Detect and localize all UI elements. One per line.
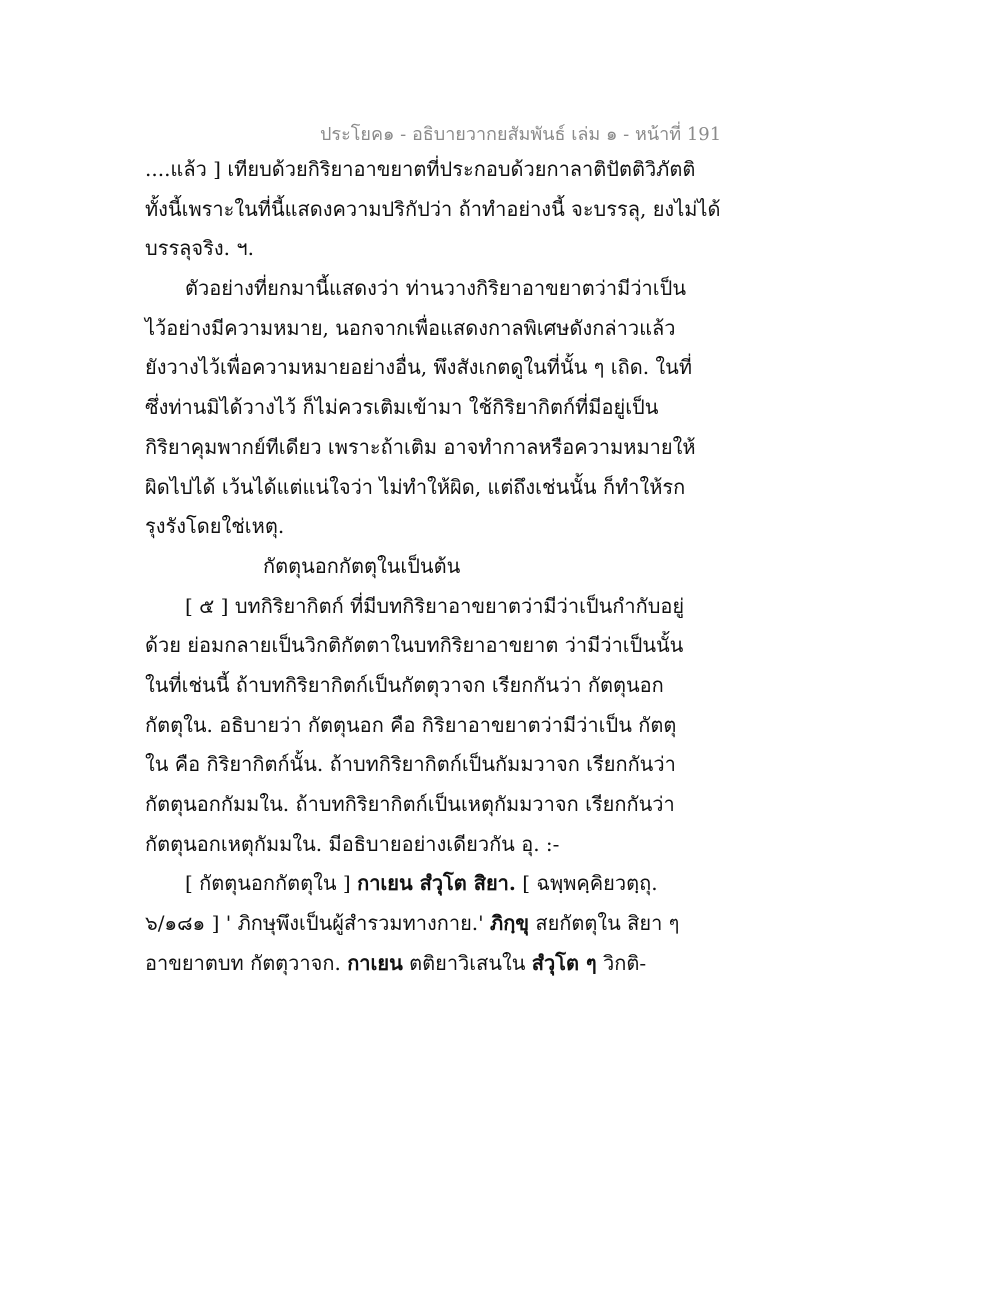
paragraph-start-line: [ ๕ ] บทกิริยากิตก์ ที่มีบทกิริยาอาขยาตว่ามีว่าเป็นกำกับอยู่ [185, 593, 685, 618]
text-line: ....แล้ว ] เทียบด้วยกิริยาอาขยาตที่ประกอบด้วยกาลาติปัตติวิภัตติ [145, 157, 696, 181]
example-analysis: ตติยาวิเสนใน [402, 950, 532, 975]
text-line: ด้วย ย่อมกลายเป็นวิกติกัตตาในบทกิริยาอาขยาต ว่ามีว่าเป็นนั้น [145, 633, 684, 658]
pali-term-bold: ภิกฺขุ [490, 911, 529, 936]
text-line: กัตตุนอกเหตุกัมมใน. มีอธิบายอย่างเดียวกัน อุ. :- [145, 831, 560, 856]
text-line: กิริยาคุมพากย์ทีเดียว เพราะถ้าเติม อาจทำกาลหรือความหมายให้ [145, 434, 696, 459]
example-line [145, 904, 685, 944]
example-analysis: อาขยาตบท กัตตุวาจก. [145, 950, 348, 975]
text-line: ทั้งนี้เพราะในที่นี้แสดงความปริกัปว่า ถ้าทำอย่างนี้ จะบรรลุ, ยงไม่ได้ [145, 196, 721, 221]
text-line: ไว้อย่างมีความหมาย, นอกจากเพื่อแสดงกาลพิเศษดังกล่าวแล้ว [145, 315, 676, 340]
body-text [145, 150, 721, 983]
pali-term-bold: กาเยน [347, 950, 403, 975]
example-analysis: วิกติ- [596, 950, 647, 975]
example-line [145, 864, 685, 904]
text-line: ซึ่งท่านมิได้วางไว้ ก็ไม่ควรเติมเข้ามา ใช้กิริยากิตก์ที่มีอยู่เป็น [145, 395, 659, 420]
text-line: กัตตุนอกกัมมใน. ถ้าบทกิริยากิตก์เป็นเหตุกัมมวาจก เรียกกันว่า [145, 792, 675, 816]
running-header: ประโยค๑ - อธิบายวากยสัมพันธ์ เล่ม ๑ - หน้าที่ 191 [320, 124, 722, 145]
example-translation: ๖/๑๘๑ ] ' ภิกษุพึงเป็นผู้สำรวมทางกาย.' [145, 911, 491, 936]
paragraph-start-line: ตัวอย่างที่ยกมานี้แสดงว่า ท่านวางกิริยาอาขยาตว่ามีว่าเป็น [185, 276, 686, 301]
pali-term-bold: สํวุโต ๆ [531, 950, 597, 975]
pali-example-bold: กาเยน สํวุโต สิยา. [357, 871, 516, 896]
example-label: [ กัตตุนอกกัตตุใน ] [185, 871, 358, 896]
example-line [145, 944, 685, 984]
text-line: ใน คือ กิริยากิตก์นั้น. ถ้าบทกิริยากิตก์เป็นกัมมวาจก เรียกกันว่า [145, 752, 676, 777]
text-line: ในที่เช่นนี้ ถ้าบทกิริยากิตก์เป็นกัตตุวาจก เรียกกันว่า กัตตุนอก [145, 672, 664, 697]
section-heading: กัตตุนอกกัตตุในเป็นต้น [263, 553, 461, 578]
text-line: กัตตุใน. อธิบายว่า กัตตุนอก คือ กิริยาอาขยาตว่ามีว่าเป็น กัตตุ [145, 712, 677, 737]
text-line: ผิดไปได้ เว้นได้แต่แน่ใจว่า ไม่ทำให้ผิด, แต่ถึงเช่นนั้น ก็ทำให้รก [145, 474, 686, 499]
example-analysis: สยกัตตุใน สิยา ๆ [529, 911, 680, 936]
example-source: [ ฉพฺพคฺคิยวตฺถุ. [515, 871, 658, 896]
text-line: ยังวางไว้เพื่อความหมายอย่างอื่น, พึงสังเกตดูในที่นั้น ๆ เถิด. ในที่ [145, 355, 693, 380]
text-line: บรรลุจริง. ฯ. [145, 236, 254, 261]
text-line: รุงรังโดยใช่เหตุ. [145, 514, 285, 539]
